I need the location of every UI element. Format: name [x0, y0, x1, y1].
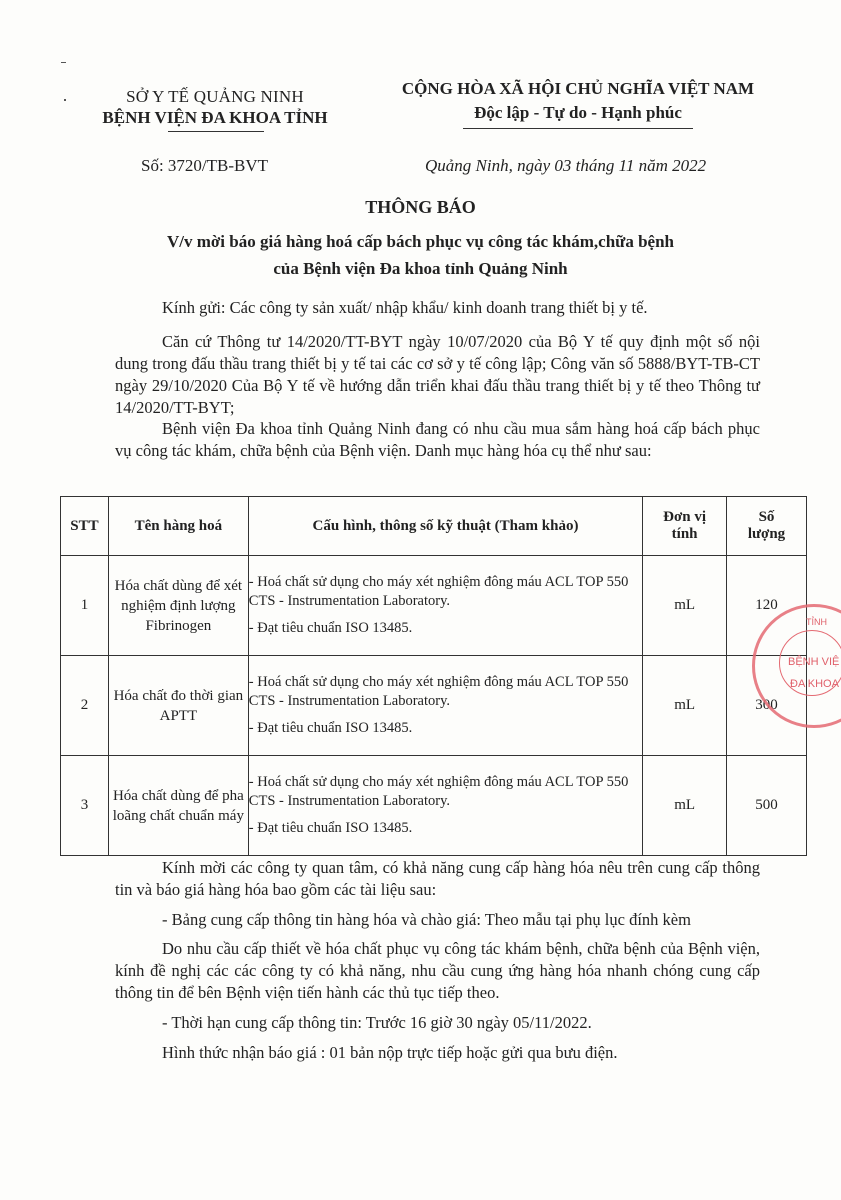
row-spec-standard: - Đạt tiêu chuẩn ISO 13485. [248, 720, 413, 736]
need-paragraph: Bệnh viện Đa khoa tỉnh Quảng Ninh đang có nhu cầu mua sắm hàng hoá cấp bách phục vụ công tác khám, chữa bệnh của Bệnh viện. Danh mục hàng hóa cụ thể như sau: [115, 419, 760, 460]
urgency-paragraph: Do nhu cầu cấp thiết về hóa chất phục vụ công tác khám bệnh, chữa bệnh của Bệnh viện, kính đề nghị các các công ty có khả năng, nhu cầu cung ứng hàng hóa nhanh chóng cung cấp thông tin để bên Bệnh viện tiến hành các thủ tục tiếp theo. [115, 939, 760, 1002]
row-stt: 2 [61, 656, 109, 756]
table-row [61, 556, 807, 656]
header-unit-line-2: tính [671, 526, 698, 542]
header-qty-line-2: lượng [747, 526, 786, 542]
country-name: CỘNG HÒA XÃ HỘI CHỦ NGHĨA VIỆT NAM [401, 79, 755, 98]
header-name: Tên hàng hoá [108, 497, 248, 556]
seal-text-middle: BỆNH VIỆ [788, 656, 840, 668]
row-name: Hóa chất dùng để pha loãng chất chuẩn máy [108, 756, 248, 856]
document-number: Số: 3720/TB-BVT [141, 156, 269, 175]
row-qty: 120 [727, 556, 807, 656]
row-spec [248, 756, 642, 856]
national-header [378, 77, 778, 125]
hospital-name: BỆNH VIỆN ĐA KHOA TỈNH [102, 108, 328, 127]
document-title: THÔNG BÁO [365, 197, 476, 217]
goods-table [60, 496, 807, 856]
scan-mark [61, 62, 66, 63]
table-header-row [61, 497, 807, 556]
required-document-item: - Bảng cung cấp thông tin hàng hóa và chào giá: Theo mẫu tại phụ lục đính kèm [162, 910, 691, 929]
invitation-paragraph: Kính mời các công ty quan tâm, có khả năng cung cấp hàng hóa nêu trên cung cấp thông tin và báo giá hàng hóa bao gồm các tài liệu sau: [115, 858, 760, 899]
row-name: Hóa chất dùng để xét nghiệm định lượng Fibrinogen [108, 556, 248, 656]
row-spec-usage: - Hoá chất sử dụng cho máy xét nghiệm đông máu ACL TOP 550 CTS - Instrumentation Laboratory. [248, 674, 629, 709]
row-spec-standard: - Đạt tiêu chuẩn ISO 13485. [248, 820, 413, 836]
issuer-underline [168, 131, 264, 132]
date-line: Quảng Ninh, ngày 03 tháng 11 năm 2022 [425, 156, 707, 175]
row-spec-standard: - Đạt tiêu chuẩn ISO 13485. [248, 620, 413, 636]
row-stt: 3 [61, 756, 109, 856]
header-qty-line-1: Số [758, 509, 775, 525]
row-unit: mL [643, 756, 727, 856]
table-row [61, 756, 807, 856]
row-name: Hóa chất đo thời gian APTT [108, 656, 248, 756]
row-spec [248, 656, 642, 756]
scan-mark [64, 99, 66, 101]
header-stt: STT [61, 497, 109, 556]
motto-underline [463, 128, 693, 129]
row-spec [248, 556, 642, 656]
table-row [61, 656, 807, 756]
submission-method-line: Hình thức nhận báo giá : 01 bản nộp trực tiếp hoặc gửi qua bưu điện. [162, 1043, 618, 1062]
row-spec-usage: - Hoá chất sử dụng cho máy xét nghiệm đông máu ACL TOP 550 CTS - Instrumentation Laboratory. [248, 574, 629, 609]
row-qty: 500 [727, 756, 807, 856]
row-stt: 1 [61, 556, 109, 656]
department-name: SỞ Y TẾ QUẢNG NINH [126, 87, 304, 106]
legal-basis-paragraph: Căn cứ Thông tư 14/2020/TT-BYT ngày 10/07/2020 của Bộ Y tế quy định một số nội dung trong đấu thầu trang thiết bị y tế tai các cơ sở y tế công lập; Công văn số 5888/BYT-TB-CT ngày 29/10/2020 Của Bộ Y tế về hướng dẫn triển khai đấu thầu trang thiết bị y tế theo Thông tư 14/2020/TT-BYT; [115, 332, 760, 417]
header-unit-line-1: Đơn vị [663, 509, 707, 525]
header-spec: Cấu hình, thông số kỹ thuật (Tham khảo) [248, 497, 642, 556]
recipient-line: Kính gửi: Các công ty sản xuất/ nhập khẩu/ kinh doanh trang thiết bị y tế. [162, 298, 648, 317]
subtitle-line-2: của Bệnh viện Đa khoa tỉnh Quảng Ninh [273, 259, 568, 278]
deadline-line: - Thời hạn cung cấp thông tin: Trước 16 giờ 30 ngày 05/11/2022. [162, 1013, 592, 1032]
row-unit: mL [643, 656, 727, 756]
issuer-block [80, 86, 350, 128]
row-spec-usage: - Hoá chất sử dụng cho máy xét nghiệm đông máu ACL TOP 550 CTS - Instrumentation Laboratory. [248, 774, 629, 809]
header-qty [727, 497, 807, 556]
seal-text-bottom: ĐA KHOA [790, 678, 839, 690]
seal-text-top: TỈNH [806, 617, 827, 627]
motto: Độc lập - Tự do - Hạnh phúc [474, 103, 682, 122]
header-unit [643, 497, 727, 556]
row-unit: mL [643, 556, 727, 656]
subtitle-line-1: V/v mời báo giá hàng hoá cấp bách phục vụ công tác khám,chữa bệnh [166, 232, 675, 251]
row-qty: 300 [727, 656, 807, 756]
